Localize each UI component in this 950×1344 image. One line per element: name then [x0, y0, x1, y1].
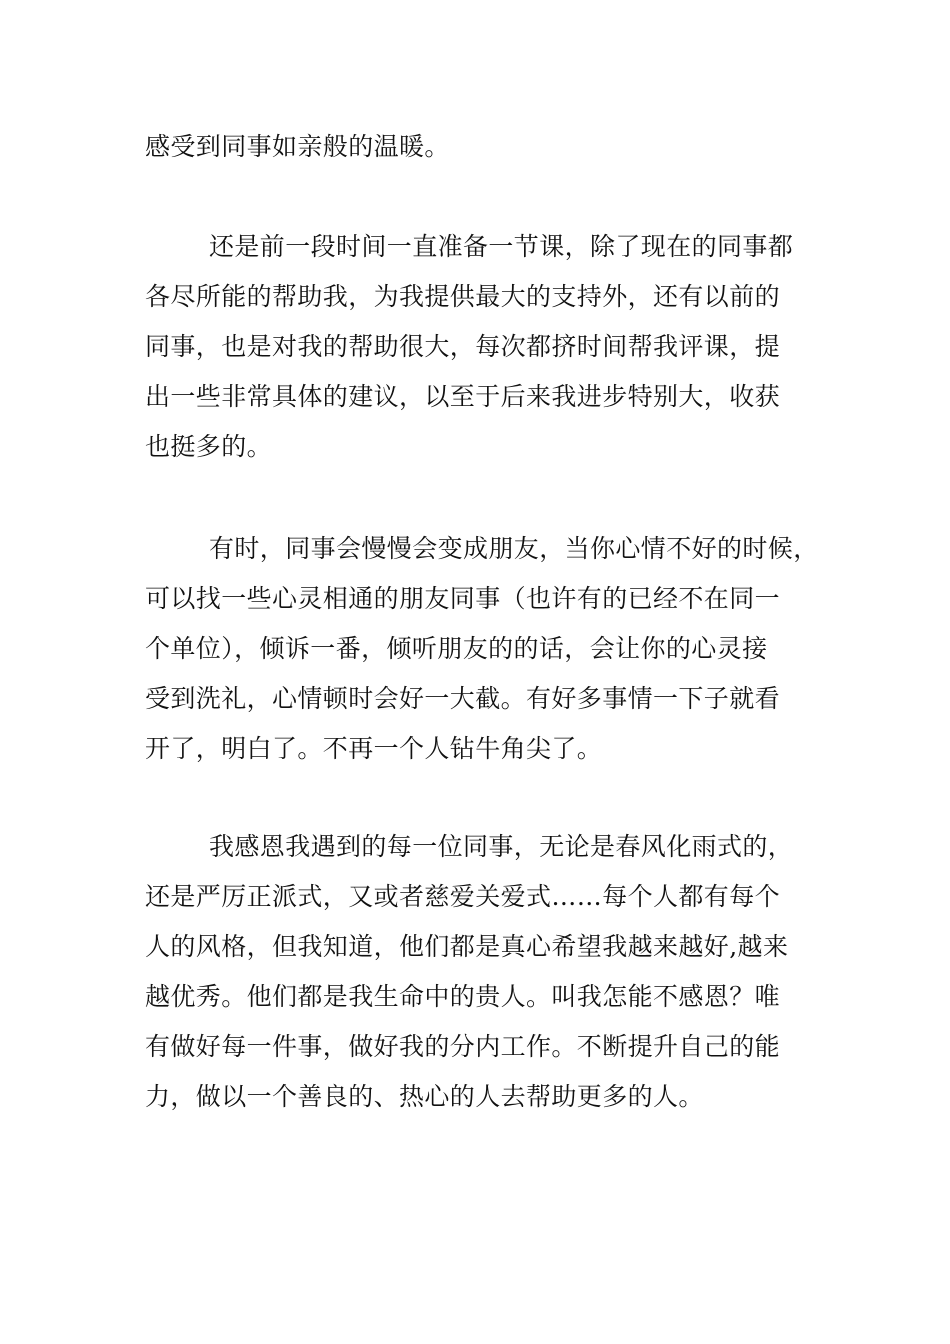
- text-line: 力，做以一个善良的、热心的人去帮助更多的人。: [145, 1082, 704, 1111]
- paragraph-3: [145, 524, 819, 774]
- text-line: 还是前一段时间一直准备一节课，除了现在的同事都: [209, 232, 794, 261]
- text-line: 各尽所能的帮助我，为我提供最大的支持外，还有以前的: [145, 282, 781, 311]
- text-line: 越优秀。他们都是我生命中的贵人。叫我怎能不感恩？唯: [145, 982, 781, 1011]
- text-line: 我感恩我遇到的每一位同事，无论是春风化雨式的，: [209, 832, 794, 861]
- text-line: 出一些非常具体的建议，以至于后来我进步特别大，收获: [145, 382, 781, 411]
- text-line: 有做好每一件事，做好我的分内工作。不断提升自己的能: [145, 1032, 781, 1061]
- text-line: 同事，也是对我的帮助很大，每次都挤时间帮我评课，提: [145, 332, 781, 361]
- text-line: 开了，明白了。不再一个人钻牛角尖了。: [145, 734, 603, 763]
- text-line: 个单位），倾诉一番，倾听朋友的的话，会让你的心灵接: [145, 634, 768, 663]
- text-line: 受到洗礼，心情顿时会好一大截。有好多事情一下子就看: [145, 684, 781, 713]
- text-line: 有时，同事会慢慢会变成朋友，当你心情不好的时候，: [209, 534, 819, 563]
- text-line: 也挺多的。: [145, 432, 273, 461]
- paragraph-1: [145, 122, 815, 172]
- paragraph-4: [145, 822, 815, 1122]
- text-line: 人的风格，但我知道，他们都是真心希望我越来越好,越来: [145, 932, 789, 961]
- text-line: 感受到同事如亲般的温暖。: [145, 132, 450, 161]
- text-line: 还是严厉正派式，又或者慈爱关爱式……每个人都有每个: [145, 882, 781, 911]
- paragraph-2: [145, 222, 815, 472]
- text-line: 可以找一些心灵相通的朋友同事（也许有的已经不在同一: [145, 584, 781, 613]
